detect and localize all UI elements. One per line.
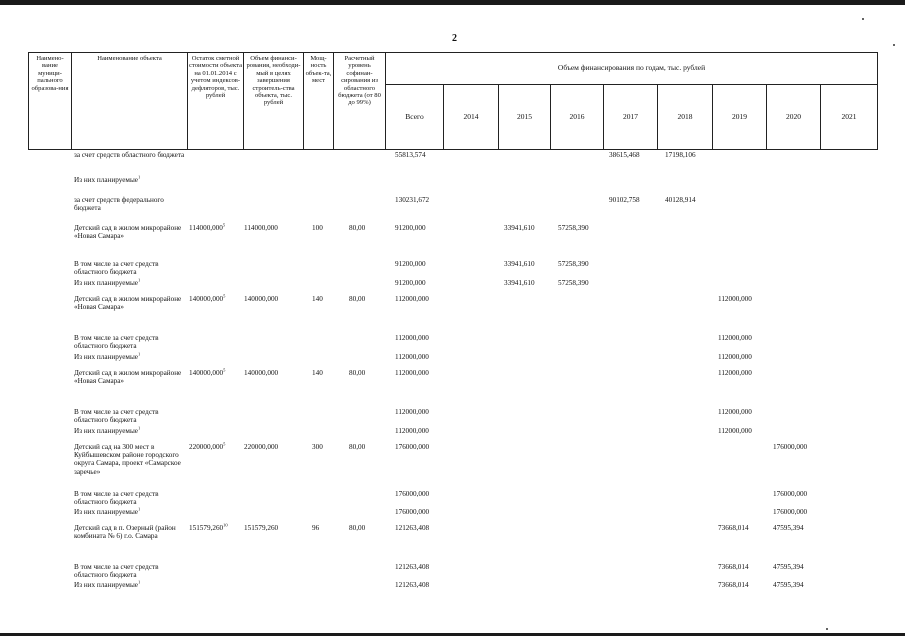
row-label: Из них планируемые$^1$ bbox=[74, 506, 141, 516]
cell-2019: 112000,000 bbox=[718, 408, 752, 416]
cell-total: 91200,000 bbox=[395, 224, 426, 232]
cell-financing-volume: 140000,000 bbox=[244, 295, 279, 303]
cell-remaining-cost: 140000,000$^5$ bbox=[189, 293, 226, 303]
cell-2019: 112000,000 bbox=[718, 334, 752, 342]
header-year-2018: 2018 bbox=[658, 84, 713, 149]
cell-financing-volume: 140000,000 bbox=[244, 369, 279, 377]
row-label: В том числе за счет средств областного бюджета bbox=[74, 408, 159, 425]
header-year-2019: 2019 bbox=[713, 84, 767, 149]
cell-2017: 38615,468 bbox=[609, 151, 640, 159]
cell-total: 121263,408 bbox=[395, 524, 430, 532]
cell-2019: 112000,000 bbox=[718, 427, 752, 435]
cell-2019: 73668,014 bbox=[718, 581, 749, 589]
cell-total: 176000,000 bbox=[395, 443, 430, 451]
cell-2019: 112000,000 bbox=[718, 369, 752, 377]
row-label: В том числе за счет средств областного бюджета bbox=[74, 563, 159, 580]
row-label: Из них планируемые$^1$ bbox=[74, 425, 141, 435]
cell-financing-volume: 151579,260 bbox=[244, 524, 279, 532]
cell-cofinancing-level: 80,00 bbox=[349, 295, 366, 303]
cell-2020: 176000,000 bbox=[773, 508, 808, 516]
cell-cofinancing-level: 80,00 bbox=[349, 443, 366, 451]
cell-financing-volume: 220000,000 bbox=[244, 443, 279, 451]
cell-2020: 176000,000 bbox=[773, 443, 808, 451]
cell-remaining-cost: 220000,000$^5$ bbox=[189, 441, 226, 451]
header-year-2014: 2014 bbox=[444, 84, 499, 149]
header-remaining-cost: Остаток сметной стоимости объекта на 01.01.2014 с учетом индексов-дефляторов, тыс. рублей bbox=[188, 53, 244, 150]
row-label: за счет средств федерального бюджета bbox=[74, 196, 164, 213]
cell-2019: 73668,014 bbox=[718, 524, 749, 532]
row-label: Из них планируемые$^1$ bbox=[74, 579, 141, 589]
cell-financing-volume: 114000,000 bbox=[244, 224, 278, 232]
cell-total: 112000,000 bbox=[395, 427, 429, 435]
cell-total: 121263,408 bbox=[395, 581, 430, 589]
cell-total: 121263,408 bbox=[395, 563, 430, 571]
header-year-2020: 2020 bbox=[767, 84, 821, 149]
header-year-2016: 2016 bbox=[551, 84, 604, 149]
cell-2020: 176000,000 bbox=[773, 490, 808, 498]
cell-total: 176000,000 bbox=[395, 490, 430, 498]
header-year-2017: 2017 bbox=[604, 84, 658, 149]
header-year-total: Всего bbox=[386, 84, 444, 149]
row-label: Из них планируемые$^1$ bbox=[74, 277, 141, 287]
cell-cofinancing-level: 80,00 bbox=[349, 524, 366, 532]
cell-2020: 47595,394 bbox=[773, 581, 804, 589]
cell-2016: 57258,390 bbox=[558, 260, 589, 268]
cell-total: 112000,000 bbox=[395, 408, 429, 416]
cell-capacity: 140 bbox=[312, 295, 323, 303]
cell-total: 130231,672 bbox=[395, 196, 430, 204]
cell-2016: 57258,390 bbox=[558, 279, 589, 287]
cell-2019: 112000,000 bbox=[718, 353, 752, 361]
header-financing-by-years: Объем финансирования по годам, тыс. рублей bbox=[386, 53, 878, 85]
row-label: Детский сад в п. Озерный (район комбината № 6) г.о. Самара bbox=[74, 524, 176, 541]
row-label: Из них планируемые$^1$ bbox=[74, 174, 141, 184]
cell-2015: 33941,610 bbox=[504, 279, 535, 287]
cell-capacity: 140 bbox=[312, 369, 323, 377]
cell-2016: 57258,390 bbox=[558, 224, 589, 232]
cell-remaining-cost: 151579,260$^{10}$ bbox=[189, 522, 228, 532]
header-year-2021: 2021 bbox=[821, 84, 878, 149]
row-label: Детский сад в жилом микрорайоне «Новая Самара» bbox=[74, 369, 182, 386]
cell-total: 112000,000 bbox=[395, 295, 429, 303]
cell-2020: 47595,394 bbox=[773, 524, 804, 532]
row-label: Детский сад в жилом микрорайоне «Новая Самара» bbox=[74, 295, 182, 312]
cell-2019: 73668,014 bbox=[718, 563, 749, 571]
cell-total: 112000,000 bbox=[395, 369, 429, 377]
cell-cofinancing-level: 80,00 bbox=[349, 224, 366, 232]
cell-total: 91200,000 bbox=[395, 260, 426, 268]
header-year-2015: 2015 bbox=[499, 84, 551, 149]
cell-capacity: 100 bbox=[312, 224, 323, 232]
cell-2019: 112000,000 bbox=[718, 295, 752, 303]
row-label: В том числе за счет средств областного бюджета bbox=[74, 490, 159, 507]
cell-2015: 33941,610 bbox=[504, 224, 535, 232]
cell-2015: 33941,610 bbox=[504, 260, 535, 268]
cell-total: 176000,000 bbox=[395, 508, 430, 516]
cell-capacity: 96 bbox=[312, 524, 320, 532]
cell-remaining-cost: 140000,000$^5$ bbox=[189, 367, 226, 377]
header-capacity: Мощ-ность объек-та, мест bbox=[304, 53, 334, 150]
row-label: Детский сад в жилом микрорайоне «Новая Самара» bbox=[74, 224, 182, 241]
header-municipality: Наимено-вание муници-пального образова-ния bbox=[29, 53, 72, 150]
cell-total: 112000,000 bbox=[395, 353, 429, 361]
cell-capacity: 300 bbox=[312, 443, 323, 451]
row-label: Детский сад на 300 мест в Куйбышевском районе городского округа Самара, проект «Самарское заречье» bbox=[74, 443, 181, 476]
cell-2018: 17198,106 bbox=[665, 151, 696, 159]
row-label: В том числе за счет средств областного бюджета bbox=[74, 334, 159, 351]
cell-total: 91200,000 bbox=[395, 279, 426, 287]
cell-total: 55813,574 bbox=[395, 151, 426, 159]
cell-remaining-cost: 114000,000$^5$ bbox=[189, 222, 226, 232]
row-label: В том числе за счет средств областного бюджета bbox=[74, 260, 159, 277]
header-object-name: Наименование объекта bbox=[72, 53, 188, 150]
header-cofinancing-level: Расчетный уровень софинан-сирования из областного бюджета (от 80 до 99%) bbox=[334, 53, 386, 150]
cell-2020: 47595,394 bbox=[773, 563, 804, 571]
row-label: за счет средств областного бюджета bbox=[74, 151, 185, 159]
row-label: Из них планируемые$^1$ bbox=[74, 351, 141, 361]
cell-total: 112000,000 bbox=[395, 334, 429, 342]
cell-2018: 40128,914 bbox=[665, 196, 696, 204]
header-financing-volume: Объем финанси-рования, необходи-мый в целях завершения строитель-ства объекта, тыс. рублей bbox=[244, 53, 304, 150]
cell-2017: 90102,758 bbox=[609, 196, 640, 204]
page-number: 2 bbox=[452, 33, 457, 44]
cell-cofinancing-level: 80,00 bbox=[349, 369, 366, 377]
